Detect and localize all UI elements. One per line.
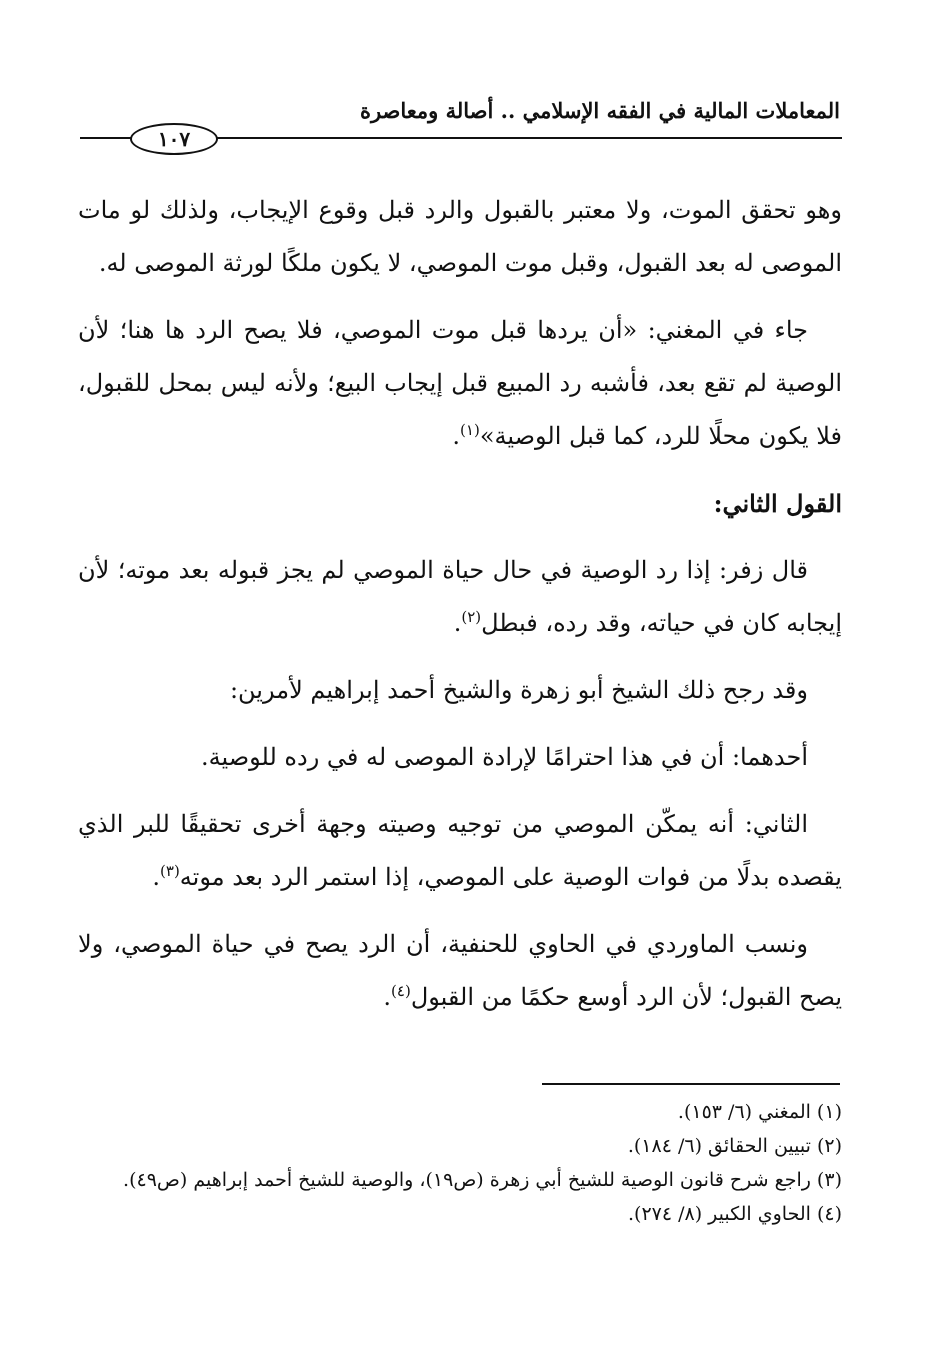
paragraph-7-text: ونسب الماوردي في الحاوي للحنفية، أن الرد يصح في حياة الموصي، ولا يصح القبول؛ لأن الرد أوسع حكمًا من القبول <box>78 930 842 1011</box>
paragraph-1-text: وهو تحقق الموت، ولا معتبر بالقبول والرد قبل وقوع الإيجاب، ولذلك لو مات الموصى له بعد القبول، وقبل موت الموصي، لا يكون ملكًا لورثة الموصى له. <box>78 196 842 277</box>
paragraph-2-text: جاء في المغني: «أن يردها قبل موت الموصي، فلا يصح الرد ها هنا؛ لأن الوصية لم تقع بعد، فأشبه رد المبيع قبل إيجاب البيع؛ ولأنه ليس بمحل للقبول، فلا يكون محلًا للرد، كما قبل الوصية» <box>78 316 842 450</box>
footnote-separator <box>542 1083 840 1085</box>
footnotes <box>78 1097 842 1233</box>
footnote-1: (١) المغني (٦/ ١٥٣). <box>677 1101 842 1123</box>
paragraph-6 <box>78 798 842 904</box>
main-text <box>78 184 842 1038</box>
paragraph-2-end: . <box>452 422 461 450</box>
paragraph-3 <box>78 544 842 650</box>
paragraph-3-text: قال زفر: إذا رد الوصية في حال حياة الموصي لم يجز قبوله بعد موته؛ لأن إيجابه كان في حياته، وقد رده، فبطل <box>78 556 842 637</box>
paragraph-6-end: . <box>152 863 161 891</box>
footnote-ref-1: (١) <box>460 421 480 439</box>
paragraph-3-end: . <box>453 609 462 637</box>
page-number-badge: ١٠٧ <box>130 123 218 155</box>
footnote-ref-3: (٣) <box>160 862 180 880</box>
paragraph-1 <box>78 184 842 290</box>
paragraph-6-text: الثاني: أنه يمكّن الموصي من توجيه وصيته وجهة أخرى تحقيقًا للبر الذي يقصده بدلًا من فوات الوصية على الموصي، إذا استمر الرد بعد موته <box>78 810 842 891</box>
footnote-4: (٤) الحاوي الكبير (٨/ ٢٧٤). <box>627 1203 842 1225</box>
footnote-2: (٢) تبيين الحقائق (٦/ ١٨٤). <box>627 1135 842 1157</box>
paragraph-5: أحدهما: أن في هذا احترامًا لإرادة الموصى له في رده للوصية. <box>201 743 808 771</box>
running-title: المعاملات المالية في الفقه الإسلامي .. أصالة ومعاصرة <box>359 98 840 123</box>
footnote-ref-2: (٢) <box>461 608 482 626</box>
subheading-second-opinion: القول الثاني: <box>713 489 842 518</box>
paragraph-4: وقد رجح ذلك الشيخ أبو زهرة والشيخ أحمد إبراهيم لأمرين: <box>229 676 808 704</box>
paragraph-7-end: . <box>383 983 392 1011</box>
paragraph-2 <box>78 304 842 463</box>
footnote-3: (٣) راجع شرح قانون الوصية للشيخ أبي زهرة (ص١٩)، والوصية للشيخ أحمد إبراهيم (ص٤٩). <box>123 1169 842 1191</box>
paragraph-7 <box>78 918 842 1024</box>
footnote-ref-4: (٤) <box>391 982 411 1000</box>
